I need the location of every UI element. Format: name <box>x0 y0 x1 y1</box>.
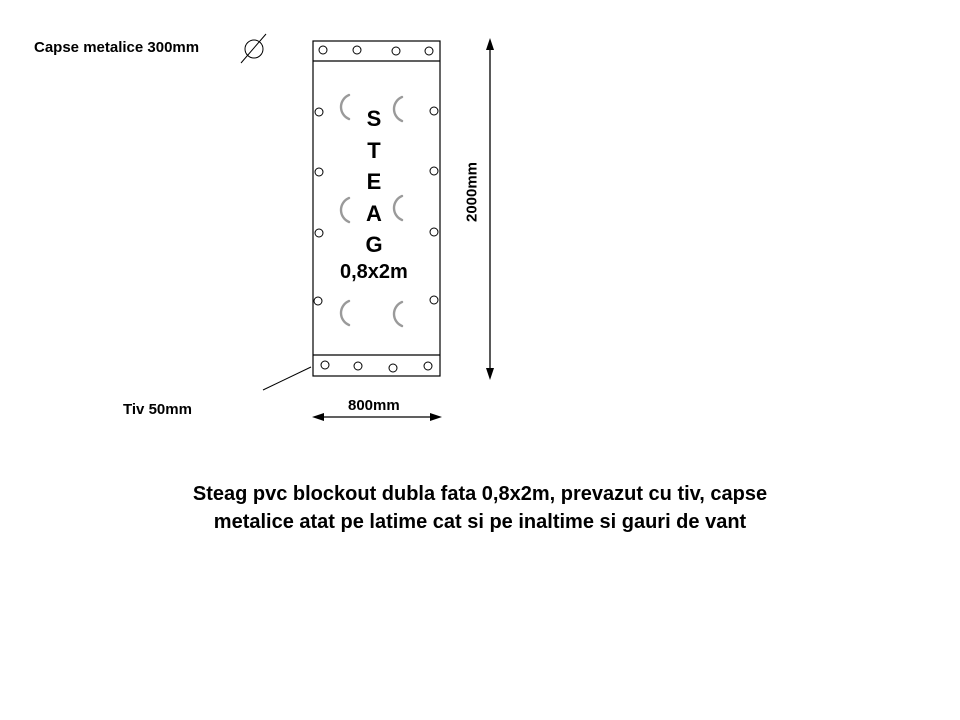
height-label: 2000mm <box>463 161 481 223</box>
grommet <box>353 46 361 54</box>
arrow-right-icon <box>430 413 442 421</box>
grommet <box>321 361 329 369</box>
grommet <box>430 107 438 115</box>
arrow-up-icon <box>486 38 494 50</box>
width-dimension-arrow <box>312 413 442 421</box>
arrow-left-icon <box>312 413 324 421</box>
flag-title-vertical <box>360 103 388 261</box>
right-grommets <box>430 107 438 304</box>
arrow-down-icon <box>486 368 494 380</box>
width-label: 800mm <box>348 397 400 414</box>
wind-hole-icon <box>341 95 349 119</box>
left-grommets <box>314 108 323 305</box>
grommet <box>315 229 323 237</box>
flag-letter: T <box>367 137 381 163</box>
wind-hole-icon <box>341 301 349 325</box>
grommet <box>389 364 397 372</box>
flag-letter: G <box>365 232 383 257</box>
wind-hole-icon <box>341 198 349 222</box>
grommet <box>354 362 362 370</box>
caption-line: Steag pvc blockout dubla fata 0,8x2m, prevazut cu tiv, capse <box>192 483 768 505</box>
height-dimension-arrow <box>486 38 494 380</box>
caption-line: metalice atat pe latime cat si pe inaltime si gauri de vant <box>213 511 747 533</box>
flag-letter: A <box>366 200 382 226</box>
hem-leader-line <box>263 367 311 390</box>
top-grommets <box>319 46 433 55</box>
flag-size-label: 0,8x2m <box>340 261 408 283</box>
wind-hole-icon <box>394 97 402 121</box>
grommet <box>430 228 438 236</box>
grommet <box>430 167 438 175</box>
grommet <box>315 168 323 176</box>
grommet <box>424 362 432 370</box>
grommet <box>425 47 433 55</box>
grommet <box>430 296 438 304</box>
grommet <box>319 46 327 54</box>
grommets-label: Capse metalice 300mm <box>34 39 200 56</box>
hem-label: Tiv 50mm <box>123 401 192 418</box>
grommet <box>315 108 323 116</box>
description-caption <box>60 480 900 536</box>
grommet <box>314 297 322 305</box>
diameter-symbol <box>241 34 266 63</box>
flag-letter: E <box>366 169 382 194</box>
bottom-grommets <box>321 361 432 372</box>
grommet <box>392 47 400 55</box>
wind-hole-icon <box>394 302 402 326</box>
flag-letter: S <box>366 106 382 131</box>
wind-hole-icon <box>394 196 402 220</box>
